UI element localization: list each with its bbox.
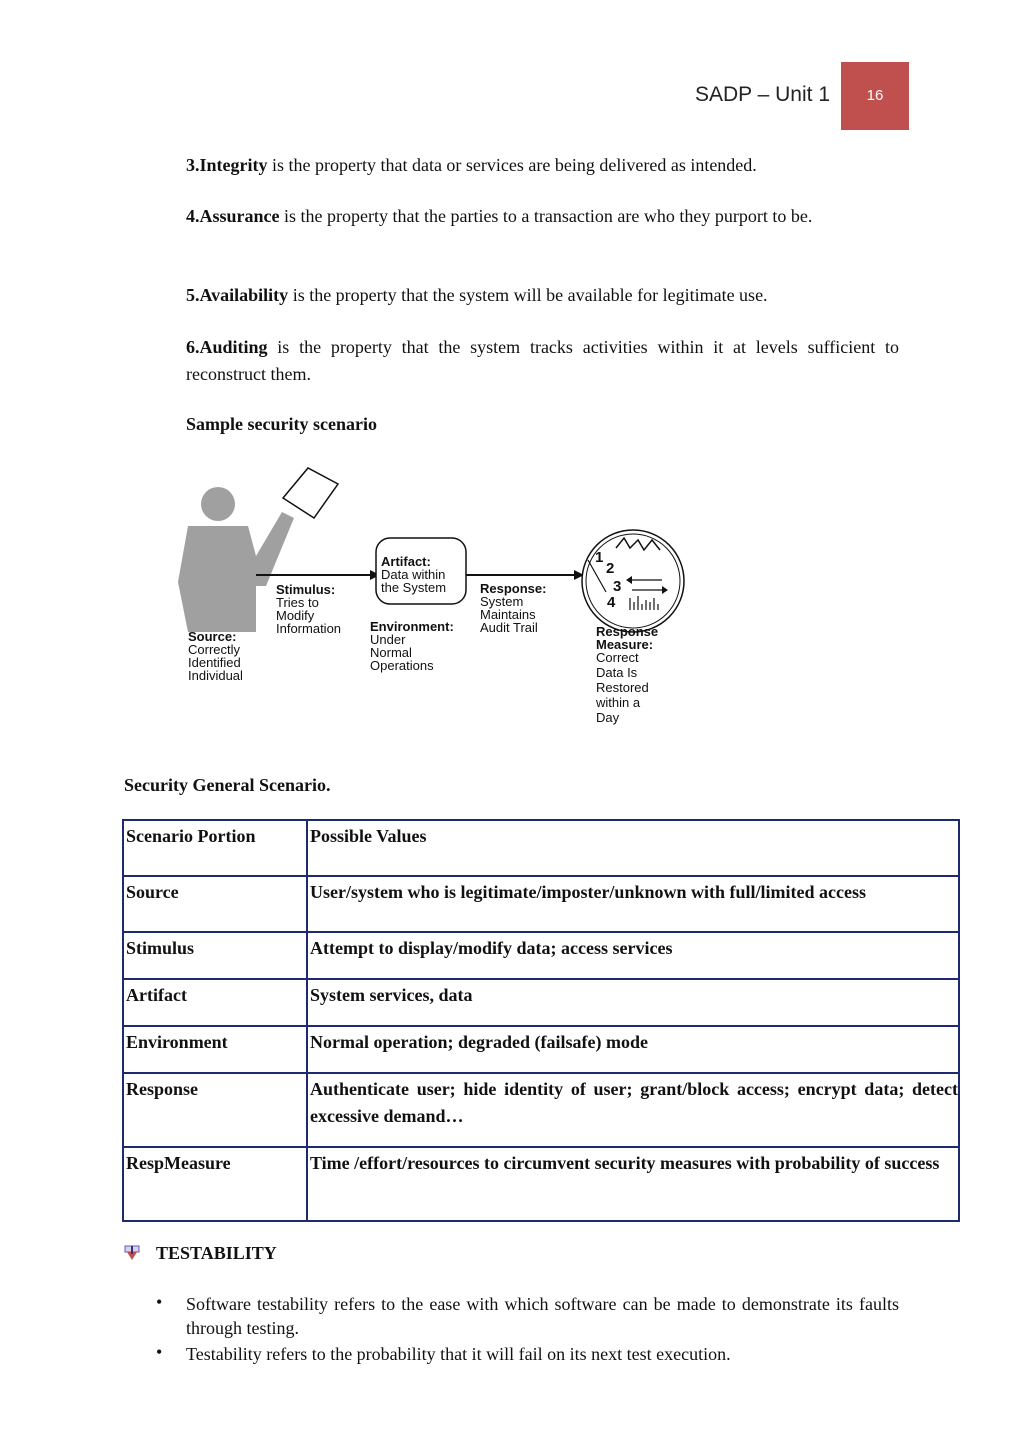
property-text: is the property that the system tracks activities within it at levels sufficient to reconstruct them. — [186, 337, 899, 384]
table-cell: Response — [123, 1073, 307, 1147]
table-cell: Artifact — [123, 979, 307, 1026]
property-text: is the property that the parties to a transaction are who they purport to be. — [279, 206, 813, 226]
sample-scenario-heading: Sample security scenario — [186, 414, 377, 434]
measure-line: Correct — [596, 650, 639, 665]
scenario-table — [122, 819, 960, 1222]
source-line: Individual — [188, 668, 243, 683]
measure-line: within a — [596, 695, 641, 710]
measure-title: Response — [596, 624, 659, 639]
property-availability — [186, 282, 899, 309]
property-auditing — [186, 334, 899, 388]
table-cell: System services, data — [307, 979, 959, 1026]
property-text: is the property that the system will be available for legitimate use. — [288, 285, 768, 305]
response-line: Maintains — [480, 607, 536, 622]
measure-line: Restored — [596, 680, 649, 695]
property-term: 4.Assurance — [186, 206, 280, 226]
stimulus-line: Tries to — [276, 595, 319, 610]
measure-line: Day — [596, 710, 620, 725]
table-row — [123, 979, 959, 1026]
property-term: 6.Auditing — [186, 337, 268, 357]
bullet-text: Software testability refers to the ease with which software can be made to demonstrate its faults through testing. — [186, 1294, 899, 1338]
clock-number: 1 — [595, 549, 604, 566]
bullet-icon: • — [156, 1292, 163, 1312]
table-cell: Environment — [123, 1026, 307, 1073]
table-cell: Stimulus — [123, 932, 307, 979]
table-cell: Authenticate user; hide identity of user; grant/block access; encrypt data; detect excessive demand… — [307, 1073, 959, 1147]
stimulus-line: Information — [276, 621, 342, 636]
property-integrity — [186, 152, 899, 179]
source-title: Source: — [188, 629, 237, 644]
document-icon — [283, 468, 338, 518]
clock-number: 4 — [607, 594, 616, 611]
property-term: 5.Availability — [186, 285, 289, 305]
clock-number: 3 — [613, 578, 622, 595]
testability-heading: TESTABILITY — [156, 1243, 277, 1263]
stimulus-line: Modify — [276, 608, 315, 623]
property-text: is the property that data or services are being delivered as intended. — [267, 155, 757, 175]
table-row — [123, 876, 959, 932]
table-cell: Attempt to display/modify data; access services — [307, 932, 959, 979]
bullet-text: Testability refers to the probability that it will fail on its next test execution. — [186, 1344, 731, 1364]
bullet-icon: • — [156, 1342, 163, 1362]
measure-line: Data Is — [596, 665, 638, 680]
table-cell: Source — [123, 876, 307, 932]
clock-number: 2 — [606, 560, 615, 577]
response-line: System — [480, 594, 524, 609]
table-row — [123, 932, 959, 979]
environment-line: Operations — [370, 658, 434, 673]
table-cell: User/system who is legitimate/imposter/unknown with full/limited access — [307, 876, 959, 932]
page-number-badge: 16 — [841, 62, 909, 130]
clock-icon — [582, 530, 684, 632]
security-scenario-diagram — [170, 462, 700, 732]
source-line: Correctly — [188, 642, 241, 657]
stimulus-title: Stimulus: — [276, 582, 336, 597]
table-cell: Normal operation; degraded (failsafe) mode — [307, 1026, 959, 1073]
source-line: Identified — [188, 655, 241, 670]
environment-title: Environment: — [370, 619, 454, 634]
response-line: Audit Trail — [480, 620, 538, 635]
table-header-cell: Possible Values — [307, 820, 959, 876]
arrow-bullet-icon — [124, 1245, 140, 1261]
artifact-title: Artifact: — [381, 554, 431, 569]
response-title: Response: — [480, 581, 547, 596]
measure-title: Measure: — [596, 637, 654, 652]
property-assurance — [186, 203, 899, 230]
table-header-row — [123, 820, 959, 876]
general-scenario-heading: Security General Scenario. — [124, 775, 331, 795]
header-title: SADP – Unit 1 — [694, 83, 830, 106]
environment-line: Under — [370, 632, 406, 647]
table-cell: RespMeasure — [123, 1147, 307, 1221]
artifact-line: the System — [381, 580, 447, 595]
table-row — [123, 1026, 959, 1073]
table-row — [123, 1073, 959, 1147]
table-row — [123, 1147, 959, 1221]
environment-line: Normal — [370, 645, 412, 660]
property-term: 3.Integrity — [186, 155, 268, 175]
table-cell: Time /effort/resources to circumvent security measures with probability of success — [307, 1147, 959, 1221]
table-header-cell: Scenario Portion — [123, 820, 307, 876]
artifact-line: Data within — [381, 567, 446, 582]
